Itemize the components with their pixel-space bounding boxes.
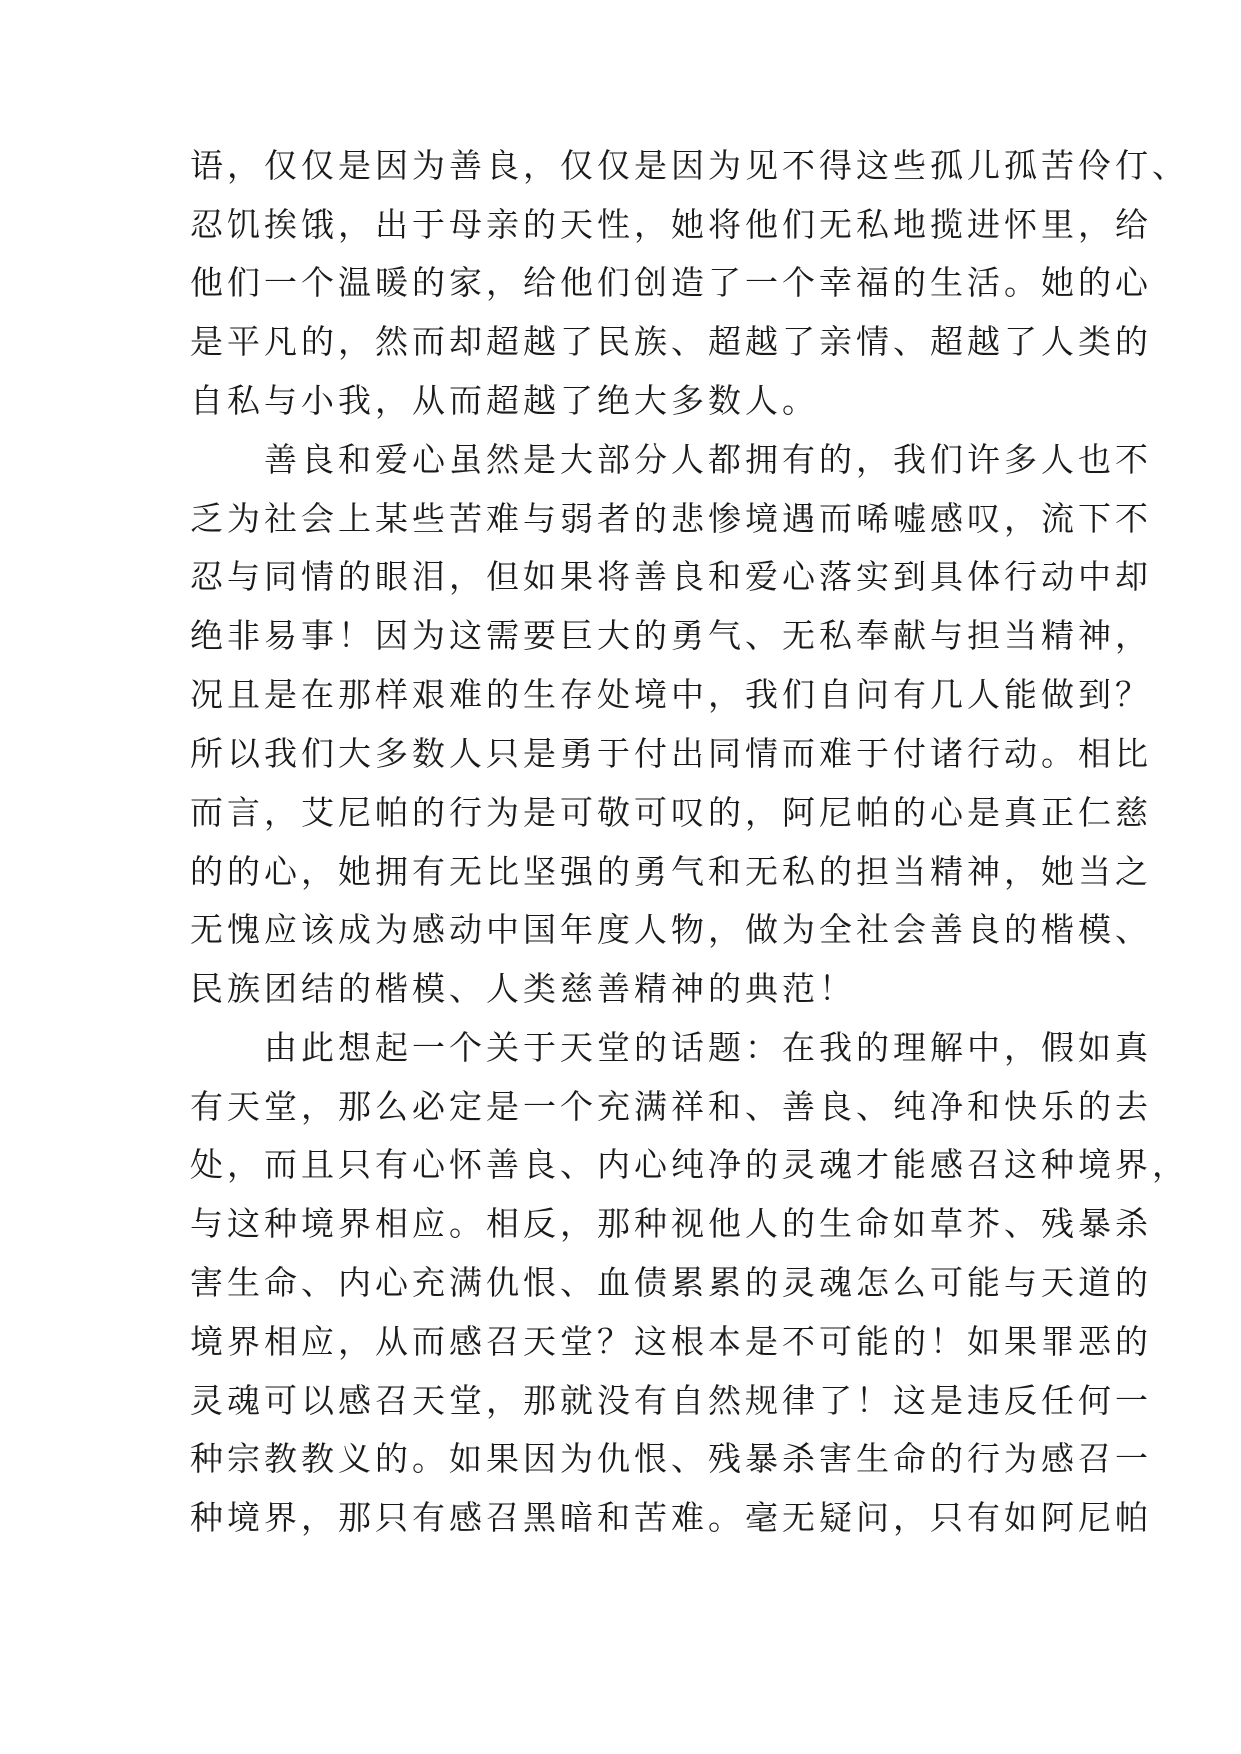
text-line: 种宗教教义的。如果因为仇恨、残暴杀害生命的行为感召一 bbox=[190, 1439, 1152, 1478]
text-line: 害生命、内心充满仇恨、血债累累的灵魂怎么可能与天道的 bbox=[190, 1263, 1152, 1302]
text-line: 自私与小我，从而超越了绝大多数人。 bbox=[190, 381, 819, 420]
text-line: 由此想起一个关于天堂的话题：在我的理解中，假如真 bbox=[190, 1028, 1152, 1067]
text-line: 的的心，她拥有无比坚强的勇气和无私的担当精神，她当之 bbox=[190, 852, 1152, 891]
text-line: 境界相应，从而感召天堂？这根本是不可能的！如果罪恶的 bbox=[190, 1322, 1152, 1361]
text-line: 是平凡的，然而却超越了民族、超越了亲情、超越了人类的 bbox=[190, 322, 1152, 361]
text-line: 所以我们大多数人只是勇于付出同情而难于付诸行动。相比 bbox=[190, 734, 1152, 773]
text-line: 灵魂可以感召天堂，那就没有自然规律了！这是违反任何一 bbox=[190, 1381, 1152, 1420]
text-line: 语，仅仅是因为善良，仅仅是因为见不得这些孤儿孤苦伶仃、 bbox=[190, 146, 1189, 185]
text-line: 而言，艾尼帕的行为是可敬可叹的，阿尼帕的心是真正仁慈 bbox=[190, 793, 1152, 832]
text-line: 绝非易事！因为这需要巨大的勇气、无私奉献与担当精神， bbox=[190, 616, 1152, 655]
text-line: 与这种境界相应。相反，那种视他人的生命如草芥、残暴杀 bbox=[190, 1204, 1152, 1243]
text-line: 处，而且只有心怀善良、内心纯净的灵魂才能感召这种境界， bbox=[190, 1145, 1189, 1184]
text-line: 忍与同情的眼泪，但如果将善良和爱心落实到具体行动中却 bbox=[190, 557, 1152, 596]
text-line: 况且是在那样艰难的生存处境中，我们自问有几人能做到？ bbox=[190, 675, 1152, 714]
text-line: 种境界，那只有感召黑暗和苦难。毫无疑问，只有如阿尼帕 bbox=[190, 1498, 1152, 1537]
text-line: 乏为社会上某些苦难与弱者的悲惨境遇而唏嘘感叹，流下不 bbox=[190, 499, 1152, 538]
text-line: 有天堂，那么必定是一个充满祥和、善良、纯净和快乐的去 bbox=[190, 1087, 1152, 1126]
text-line: 忍饥挨饿，出于母亲的天性，她将他们无私地揽进怀里，给 bbox=[190, 205, 1152, 244]
text-line: 善良和爱心虽然是大部分人都拥有的，我们许多人也不 bbox=[190, 440, 1152, 479]
text-line: 无愧应该成为感动中国年度人物，做为全社会善良的楷模、 bbox=[190, 910, 1152, 949]
text-line: 他们一个温暖的家，给他们创造了一个幸福的生活。她的心 bbox=[190, 263, 1152, 302]
text-line: 民族团结的楷模、人类慈善精神的典范！ bbox=[190, 969, 856, 1008]
